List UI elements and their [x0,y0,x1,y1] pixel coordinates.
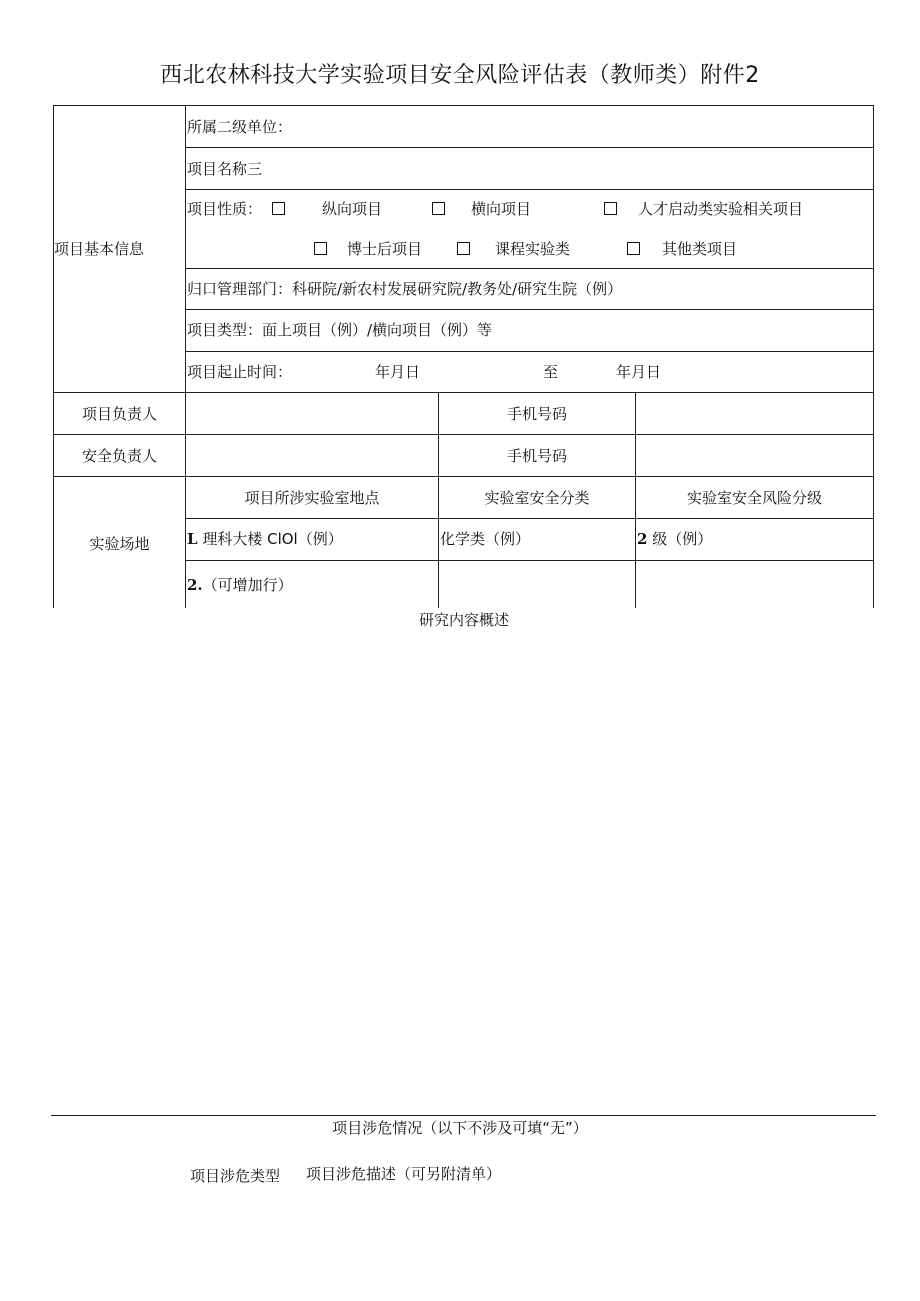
option-course-label: 课程实验类 [495,240,571,258]
lab-row-1-category[interactable]: 化学类（例） [440,530,531,548]
checkbox-talent[interactable] [604,202,617,215]
affiliated-unit-field[interactable]: 所属二级单位： [187,118,293,136]
add-row-hint: （可增加行） [202,576,293,594]
lab-header-location: 项目所涉实验室地点 [244,489,380,507]
lab-header-category: 实验室安全分类 [484,489,590,507]
page-title: 西北农林科技大学实验项目安全风险评估表（教师类）附件2 [160,63,760,88]
lab-row-1-location[interactable] [187,529,343,549]
research-summary-label: 研究内容概述 [418,611,509,629]
project-type-field[interactable]: 项目类型：面上项目（例）/横向项目（例）等 [187,321,493,339]
safety-officer-label: 安全负责人 [81,447,157,465]
option-horizontal-label: 横向项目 [471,200,532,218]
research-summary-area[interactable] [53,632,874,1112]
checkbox-vertical[interactable] [272,202,285,215]
location-text: 理科大楼 ClOl（例） [202,530,343,548]
period-end-field[interactable]: 年月日 [616,363,662,381]
safety-phone-label: 手机号码 [506,447,567,465]
lab-site-label: 实验场地 [89,535,150,553]
basic-info-label: 项目基本信息 [54,240,145,258]
section-divider [51,1115,876,1116]
lab-row-2-location[interactable] [187,575,293,595]
checkbox-other[interactable] [627,242,640,255]
option-other-label: 其他类项目 [662,240,738,258]
period-start-field[interactable]: 年月日 [375,363,421,381]
project-leader-label: 项目负责人 [81,405,157,423]
lab-row-1-risk-level[interactable] [637,529,712,549]
project-name-field[interactable]: 项目名称三 [187,160,263,178]
level-number: 2 [637,530,648,548]
project-nature-label: 项目性质： [187,200,263,218]
hazard-desc-label: 项目涉危描述（可另附清单） [306,1165,502,1183]
hazard-heading: 项目涉危情况（以下不涉及可填“无”） [332,1119,588,1137]
period-to: 至 [543,363,559,381]
row-number: 2. [187,576,203,594]
checkbox-horizontal[interactable] [432,202,445,215]
level-text: 级（例） [652,530,713,548]
hazard-type-label: 项目涉危类型 [190,1167,281,1185]
option-talent-label: 人才启动类实验相关项目 [638,200,804,218]
period-label: 项目起止时间： [187,363,293,381]
checkbox-postdoc[interactable] [314,242,327,255]
option-vertical-label: 纵向项目 [322,200,383,218]
option-postdoc-label: 博士后项目 [347,240,423,258]
lab-header-risk-level: 实验室安全风险分级 [686,489,822,507]
mgmt-dept-field[interactable]: 归口管理部门：科研院/新农村发展研究院/教务处/研究生院（例） [187,280,623,298]
checkbox-course[interactable] [457,242,470,255]
leader-phone-label: 手机号码 [506,405,567,423]
row-number: L [187,530,198,548]
